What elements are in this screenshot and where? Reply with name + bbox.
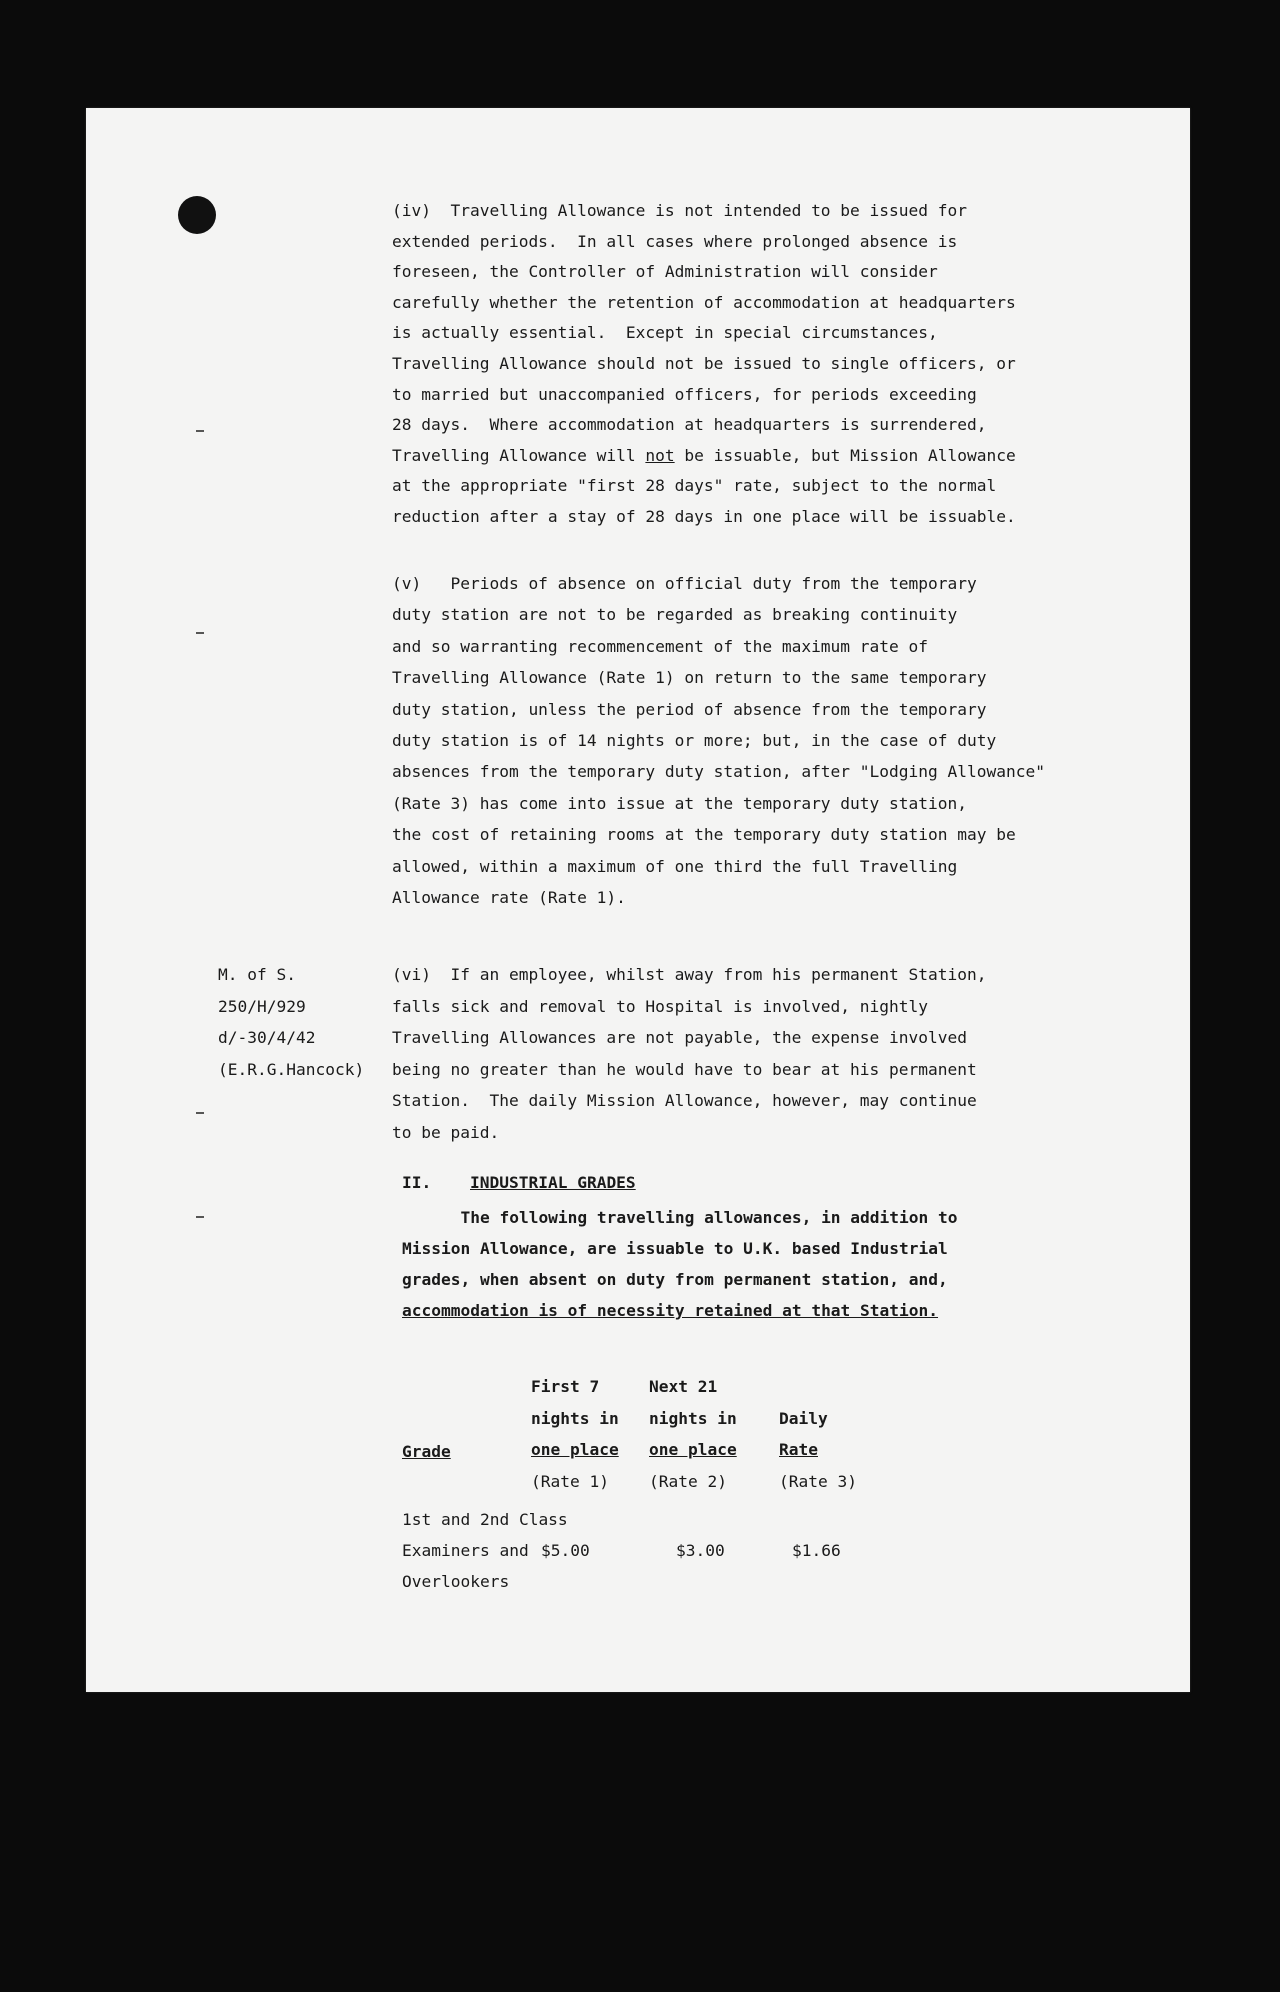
intro-line: Mission Allowance, are issuable to U.K. based Industrial: [402, 1239, 948, 1258]
underlined-word: not: [645, 445, 675, 465]
margin-reference: [218, 959, 364, 1085]
table-header-rate3: [779, 1403, 857, 1498]
document-page: [86, 108, 1190, 1692]
paragraph-line: reduction after a stay of 28 days in one place will be issuable.: [392, 506, 1016, 526]
table-header-rate2: [649, 1371, 737, 1497]
paragraph-line: (iv) Travelling Allowance is not intended to be issued for: [392, 201, 967, 220]
margin-tick-mark: [196, 1216, 204, 1218]
header-line-underlined: one place: [649, 1440, 737, 1459]
margin-tick-mark: [196, 1112, 204, 1114]
paragraph-line: being no greater than he would have to bear at his permanent: [392, 1059, 977, 1079]
paragraph-line: (v) Periods of absence on official duty from the temporary: [392, 574, 977, 593]
paragraph-line: Travelling Allowance (Rate 1) on return to the same temporary: [392, 668, 987, 688]
grade-line: Examiners and: [402, 1541, 529, 1560]
paragraph-line: and so warranting recommencement of the maximum rate of: [392, 636, 929, 656]
paragraph-line: allowed, within a maximum of one third the full Travelling: [392, 856, 958, 876]
intro-line-underlined: accommodation is of necessity retained at that Station.: [402, 1301, 939, 1320]
paragraph-line: to married but unaccompanied officers, for periods exceeding: [392, 384, 977, 404]
header-line-underlined: one place: [531, 1440, 619, 1459]
header-line: Next 21: [649, 1377, 718, 1396]
section-number: II.: [402, 1173, 432, 1192]
paragraph-v: [392, 568, 1172, 913]
table-header-rate1: [531, 1371, 619, 1497]
header-line-underlined: Rate: [779, 1440, 818, 1459]
paragraph-line: [392, 441, 1172, 472]
paragraph-line: Travelling Allowance should not be issued to single officers, or: [392, 353, 1016, 373]
table-cell-rate2: $3.00: [676, 1541, 725, 1560]
paragraph-line: Travelling Allowances are not payable, the expense involved: [392, 1028, 967, 1048]
paragraph-line: absences from the temporary duty station, after "Lodging Allowance": [392, 762, 1045, 782]
header-line: nights in: [531, 1408, 619, 1428]
paragraph-line: duty station, unless the period of absence from the temporary: [392, 699, 987, 719]
paragraph-iv: [392, 196, 1172, 533]
paragraph-line: foreseen, the Controller of Administration will consider: [392, 262, 938, 282]
reference-line: 250/H/929: [218, 996, 306, 1016]
section-intro: [402, 1202, 1172, 1326]
header-rate-label: (Rate 3): [779, 1471, 857, 1491]
paragraph-line: at the appropriate "first 28 days" rate, subject to the normal: [392, 476, 997, 496]
paragraph-line: (Rate 3) has come into issue at the temporary duty station,: [392, 793, 967, 813]
paragraph-line: duty station is of 14 nights or more; but, in the case of duty: [392, 731, 997, 751]
paragraph-line: is actually essential. Except in special circumstances,: [392, 323, 938, 343]
header-line: First 7: [531, 1377, 600, 1396]
paragraph-line: falls sick and removal to Hospital is involved, nightly: [392, 996, 929, 1016]
header-rate-label: (Rate 1): [531, 1471, 609, 1491]
header-line: nights in: [649, 1408, 737, 1428]
margin-tick-mark: [196, 632, 204, 634]
grade-line: 1st and 2nd Class: [402, 1510, 568, 1529]
section-title: INDUSTRIAL GRADES: [470, 1173, 636, 1192]
header-grade-label: Grade: [402, 1442, 451, 1461]
paragraph-line: the cost of retaining rooms at the temporary duty station may be: [392, 825, 1016, 845]
line-text: be issuable, but Mission Allowance: [674, 445, 1016, 465]
reference-line: M. of S.: [218, 965, 296, 984]
table-header-grade: [402, 1436, 451, 1468]
paragraph-line: Station. The daily Mission Allowance, however, may continue: [392, 1091, 977, 1111]
paragraph-line: 28 days. Where accommodation at headquarters is surrendered,: [392, 415, 987, 435]
intro-line: The following travelling allowances, in addition to: [402, 1208, 958, 1227]
line-text: Travelling Allowance will: [392, 445, 646, 465]
section-heading: [402, 1173, 636, 1192]
punch-hole: [178, 196, 216, 234]
paragraph-line: Allowance rate (Rate 1).: [392, 888, 626, 908]
paragraph-line: extended periods. In all cases where prolonged absence is: [392, 231, 958, 251]
paragraph-vi: [392, 959, 1172, 1149]
grade-line: Overlookers: [402, 1572, 510, 1591]
header-rate-label: (Rate 2): [649, 1471, 727, 1491]
paragraph-line: duty station are not to be regarded as breaking continuity: [392, 605, 958, 625]
paragraph-line: to be paid.: [392, 1122, 500, 1142]
intro-line: grades, when absent on duty from permanent station, and,: [402, 1270, 948, 1289]
paragraph-line: carefully whether the retention of accommodation at headquarters: [392, 292, 1016, 312]
paragraph-line: (vi) If an employee, whilst away from his permanent Station,: [392, 965, 987, 984]
header-line: Daily: [779, 1408, 828, 1428]
reference-line: d/-30/4/42: [218, 1028, 316, 1048]
reference-line: (E.R.G.Hancock): [218, 1059, 365, 1079]
table-cell-rate1: $5.00: [541, 1541, 590, 1560]
table-cell-rate3: $1.66: [792, 1541, 841, 1560]
margin-tick-mark: [196, 430, 204, 432]
